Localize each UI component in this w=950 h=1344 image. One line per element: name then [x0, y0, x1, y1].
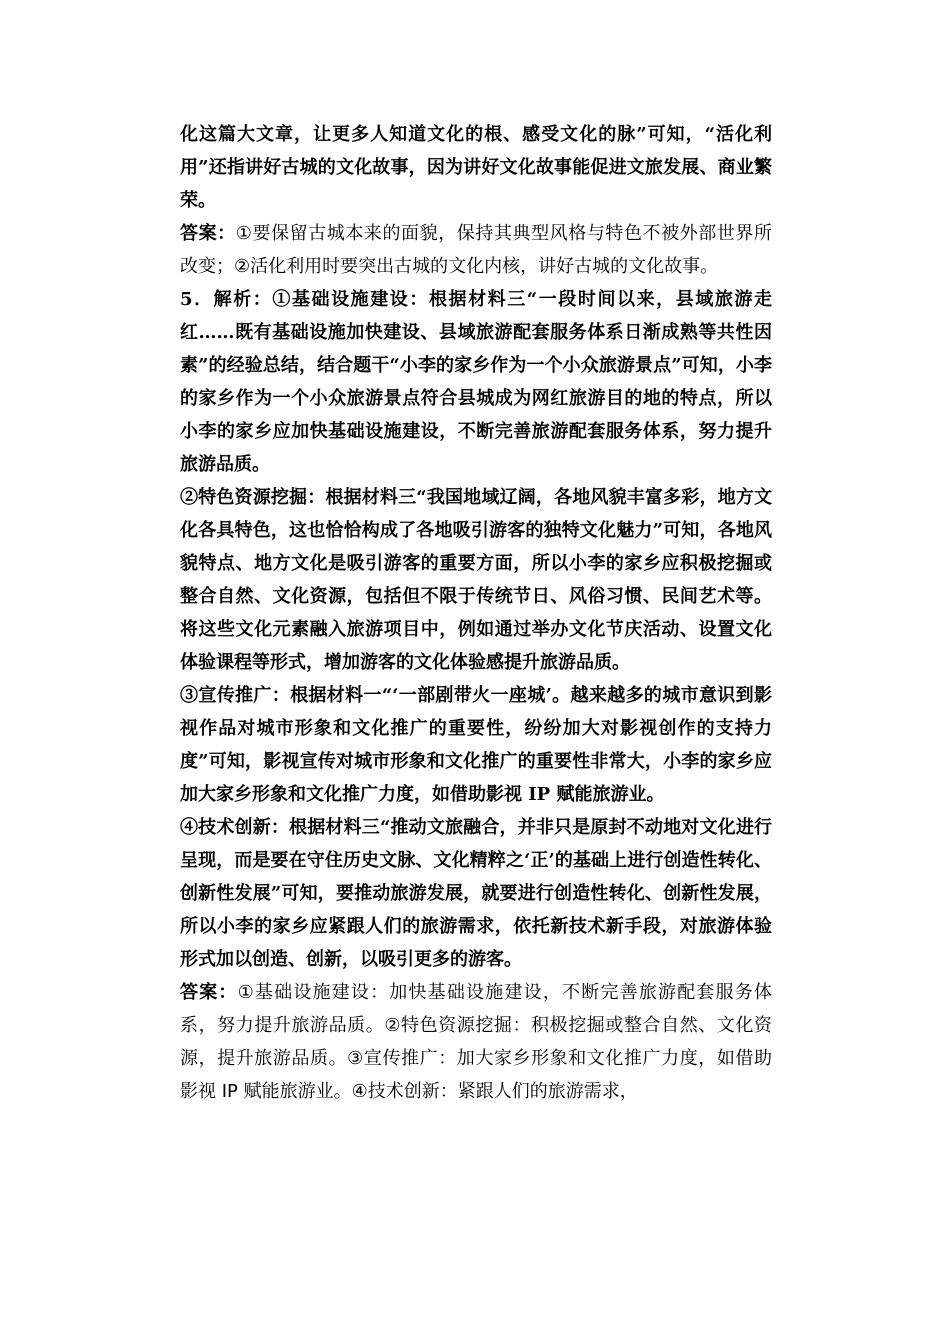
document-body [180, 118, 772, 1108]
paragraph-promotion [180, 679, 772, 811]
paragraph-text: ③宣传推广：根据材料一“‘一部剧带火一座城’。越来越多的城市意识到影视作品对城市形象和文化推广的重要性，纷纷加大对影视创作的支持力度”可知，影视宣传对城市形象和文化推广的重要性非常大，小李的家乡应加大家乡形象和文化推广力度，如借助影视 IP 赋能旅游业。 [180, 685, 772, 805]
paragraph-text: ②特色资源挖掘：根据材料三“我国地域辽阔，各地风貌丰富多彩，地方文化各具特色，这也恰恰构成了各地吸引游客的独特文化魅力”可知，各地风貌特点、地方文化是吸引游客的重要方面，所以小李的家乡应积极挖掘或整合自然、文化资源，包括但不限于传统节日、风俗习惯、民间艺术等。将这些文化元素融入旅游项目中，例如通过举办文化节庆活动、设置文化体验课程等形式，增加游客的文化体验感提升旅游品质。 [180, 487, 772, 673]
answer-text: ①要保留古城本来的面貌，保持其典型风格与特色不被外部世界所改变；②活化利用时要突出古城的文化内核，讲好古城的文化故事。 [180, 223, 772, 277]
paragraph-innovation [180, 811, 772, 976]
paragraph-answer-4 [180, 217, 772, 283]
paragraph-text: ①基础设施建设：根据材料三“一段时间以来，县域旅游走红……既有基础设施加快建设、县域旅游配套服务体系日渐成熟等共性因素”的经验总结，结合题干“小李的家乡作为一个小众旅游景点”可知，小李的家乡作为一个小众旅游景点符合县城成为网红旅游目的地的特点，所以小李的家乡应加快基础设施建设，不断完善旅游配套服务体系，努力提升旅游品质。 [180, 289, 772, 475]
paragraph-analysis-5 [180, 283, 772, 481]
analysis-label: 5．解析： [180, 289, 273, 310]
answer-text: ①基础设施建设：加快基础设施建设，不断完善旅游配套服务体系，努力提升旅游品质。②特色资源挖掘：积极挖掘或整合自然、文化资源，提升旅游品质。③宣传推广：加大家乡形象和文化推广力度，如借助影视 IP 赋能旅游业。④技术创新：紧跟人们的旅游需求， [180, 982, 773, 1102]
paragraph-answer-5 [180, 976, 772, 1108]
answer-label: 答案： [180, 982, 238, 1003]
paragraph-text: 化这篇大文章，让更多人知道文化的根、感受文化的脉”可知，“活化利用”还指讲好古城的文化故事，因为讲好文化故事能促进文旅发展、商业繁荣。 [180, 124, 772, 211]
paragraph-conclusion-culture [180, 118, 772, 217]
paragraph-resource-mining [180, 481, 772, 679]
paragraph-text: ④技术创新：根据材料三“推动文旅融合，并非只是原封不动地对文化进行呈现，而是要在守住历史文脉、文化精粹之‘正’的基础上进行创造性转化、创新性发展”可知，要推动旅游发展，就要进行创造性转化、创新性发展，所以小李的家乡应紧跟人们的旅游需求，依托新技术新手段，对旅游体验形式加以创造、创新，以吸引更多的游客。 [180, 817, 772, 970]
answer-label: 答案： [180, 223, 236, 244]
